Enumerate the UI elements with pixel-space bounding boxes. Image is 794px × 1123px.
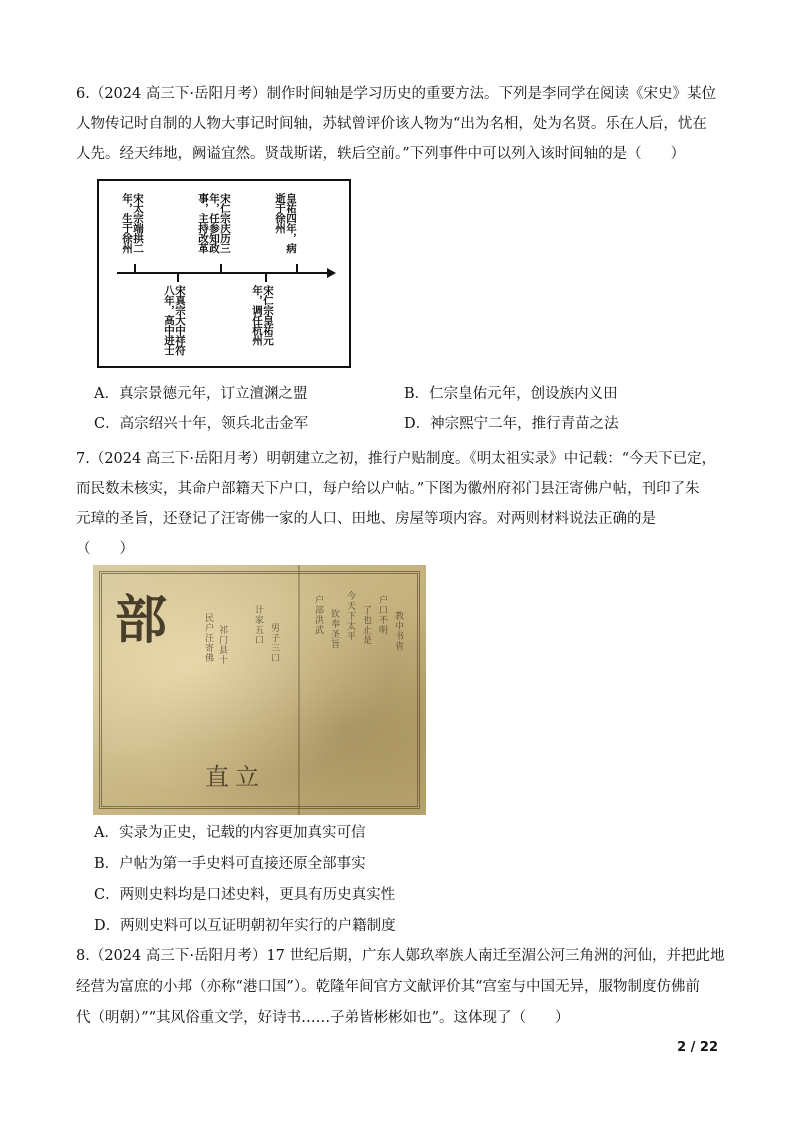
photo-script-column: 钦奉圣旨 <box>329 609 339 649</box>
photo-script-column: 祁门县十 <box>217 625 227 665</box>
timeline-event-2: 宋真宗大中祥符八年，高中进士 <box>163 285 186 355</box>
photo-bottom-characters: 直立 <box>205 763 265 791</box>
q7-option-b[interactable]: B．户帖为第一手史料可直接还原全部事实 <box>94 856 366 872</box>
q6-text-line-3: 人先。经天纬地，阙谥宜然。贤哉斯诺，轶后空前。”下列事件中可以列入该时间轴的是（ ） <box>76 146 686 162</box>
timeline-event-3: 宋仁宗庆历三年，任参知政事，主持改革 <box>197 193 231 253</box>
q6-text-line-1: 6.（2024 高三下·岳阳月考）制作时间轴是学习历史的重要方法。下列是李同学在阅读《宋史》某位 <box>76 86 716 102</box>
photo-script-column: 户部洪武 <box>313 595 323 635</box>
q7-option-a[interactable]: A．实录为正史，记载的内容更加真实可信 <box>94 825 366 841</box>
q7-option-d[interactable]: D．两则史料可以互证明朝初年实行的户籍制度 <box>94 918 396 934</box>
q7-text-line-4: （ ） <box>76 541 134 557</box>
q7-text-line-3: 元璋的圣旨，还登记了汪寄佛一家的人口、田地、房屋等项内容。对两则材料说法正确的是 <box>76 511 656 527</box>
household-register-photo <box>93 565 426 815</box>
photo-script-column: 了也止是 <box>361 605 371 645</box>
q7-text-line-1: 7.（2024 高三下·岳阳月考）明朝建立之初，推行户贴制度。《明太祖实录》中记载：“今天下已定， <box>76 451 717 467</box>
q8-text-line-2: 经营为富庶的小邦（亦称“港口国”）。乾隆年间官方文献评价其“宫室与中国无异，服物制度仿佛前 <box>76 979 700 995</box>
photo-script-column: 户口不明 <box>377 595 387 635</box>
q7-text-line-2: 而民数未核实，其命户部籍天下户口，每户给以户帖。”下图为徽州府祁门县汪寄佛户帖，刊印了朱 <box>76 481 700 497</box>
timeline-tick <box>220 264 222 273</box>
timeline-event-4: 宋仁宗皇祐元年，调任杭州 <box>251 285 274 345</box>
photo-script-column: 男子三口 <box>269 623 279 663</box>
timeline-tick <box>177 273 179 282</box>
q6-option-a[interactable]: A．真宗景德元年，订立澶渊之盟 <box>94 386 308 402</box>
q8-text-line-3: 代（明朝）”“其风俗重文学，好诗书……子弟皆彬彬如也”。这体现了（ ） <box>76 1010 570 1026</box>
photo-script-column: 今天下太平 <box>345 591 355 641</box>
timeline-tick <box>134 264 136 273</box>
timeline-arrow-icon <box>327 268 336 278</box>
photo-script-column: 计家五口 <box>253 605 263 645</box>
q6-option-d[interactable]: D．神宗熙宁二年，推行青苗之法 <box>404 416 619 432</box>
timeline-event-5: 皇祐四年，病逝于徐州 <box>274 193 297 253</box>
timeline-tick <box>265 273 267 282</box>
photo-fold-line <box>298 565 300 815</box>
q7-option-c[interactable]: C．两则史料均是口述史料，更具有历史真实性 <box>94 887 396 903</box>
q8-text-line-1: 8.（2024 高三下·岳阳月考）17 世纪后期，广东人鄚玖率族人南迁至湄公河三角洲的河仙，并把此地 <box>76 948 725 964</box>
timeline-tick <box>296 264 298 273</box>
q6-option-c[interactable]: C．高宗绍兴十年，领兵北击金军 <box>94 416 309 432</box>
q6-text-line-2: 人物传记时自制的人物大事记时间轴，苏轼曾评价该人物为“出为名相，处为名贤。乐在人后，忧在 <box>76 116 707 132</box>
timeline-event-1: 宋太宗端拱二年，生于徐州 <box>121 193 144 253</box>
photo-script-column: 民户汪寄佛 <box>203 613 213 663</box>
page-number: 2 / 22 <box>677 1040 718 1055</box>
timeline-figure <box>97 179 351 368</box>
q6-option-b[interactable]: B．仁宗皇佑元年，创设族内义田 <box>404 386 618 402</box>
photo-stamp-character: 部 <box>115 590 168 651</box>
photo-script-column: 教中书省 <box>393 611 403 651</box>
